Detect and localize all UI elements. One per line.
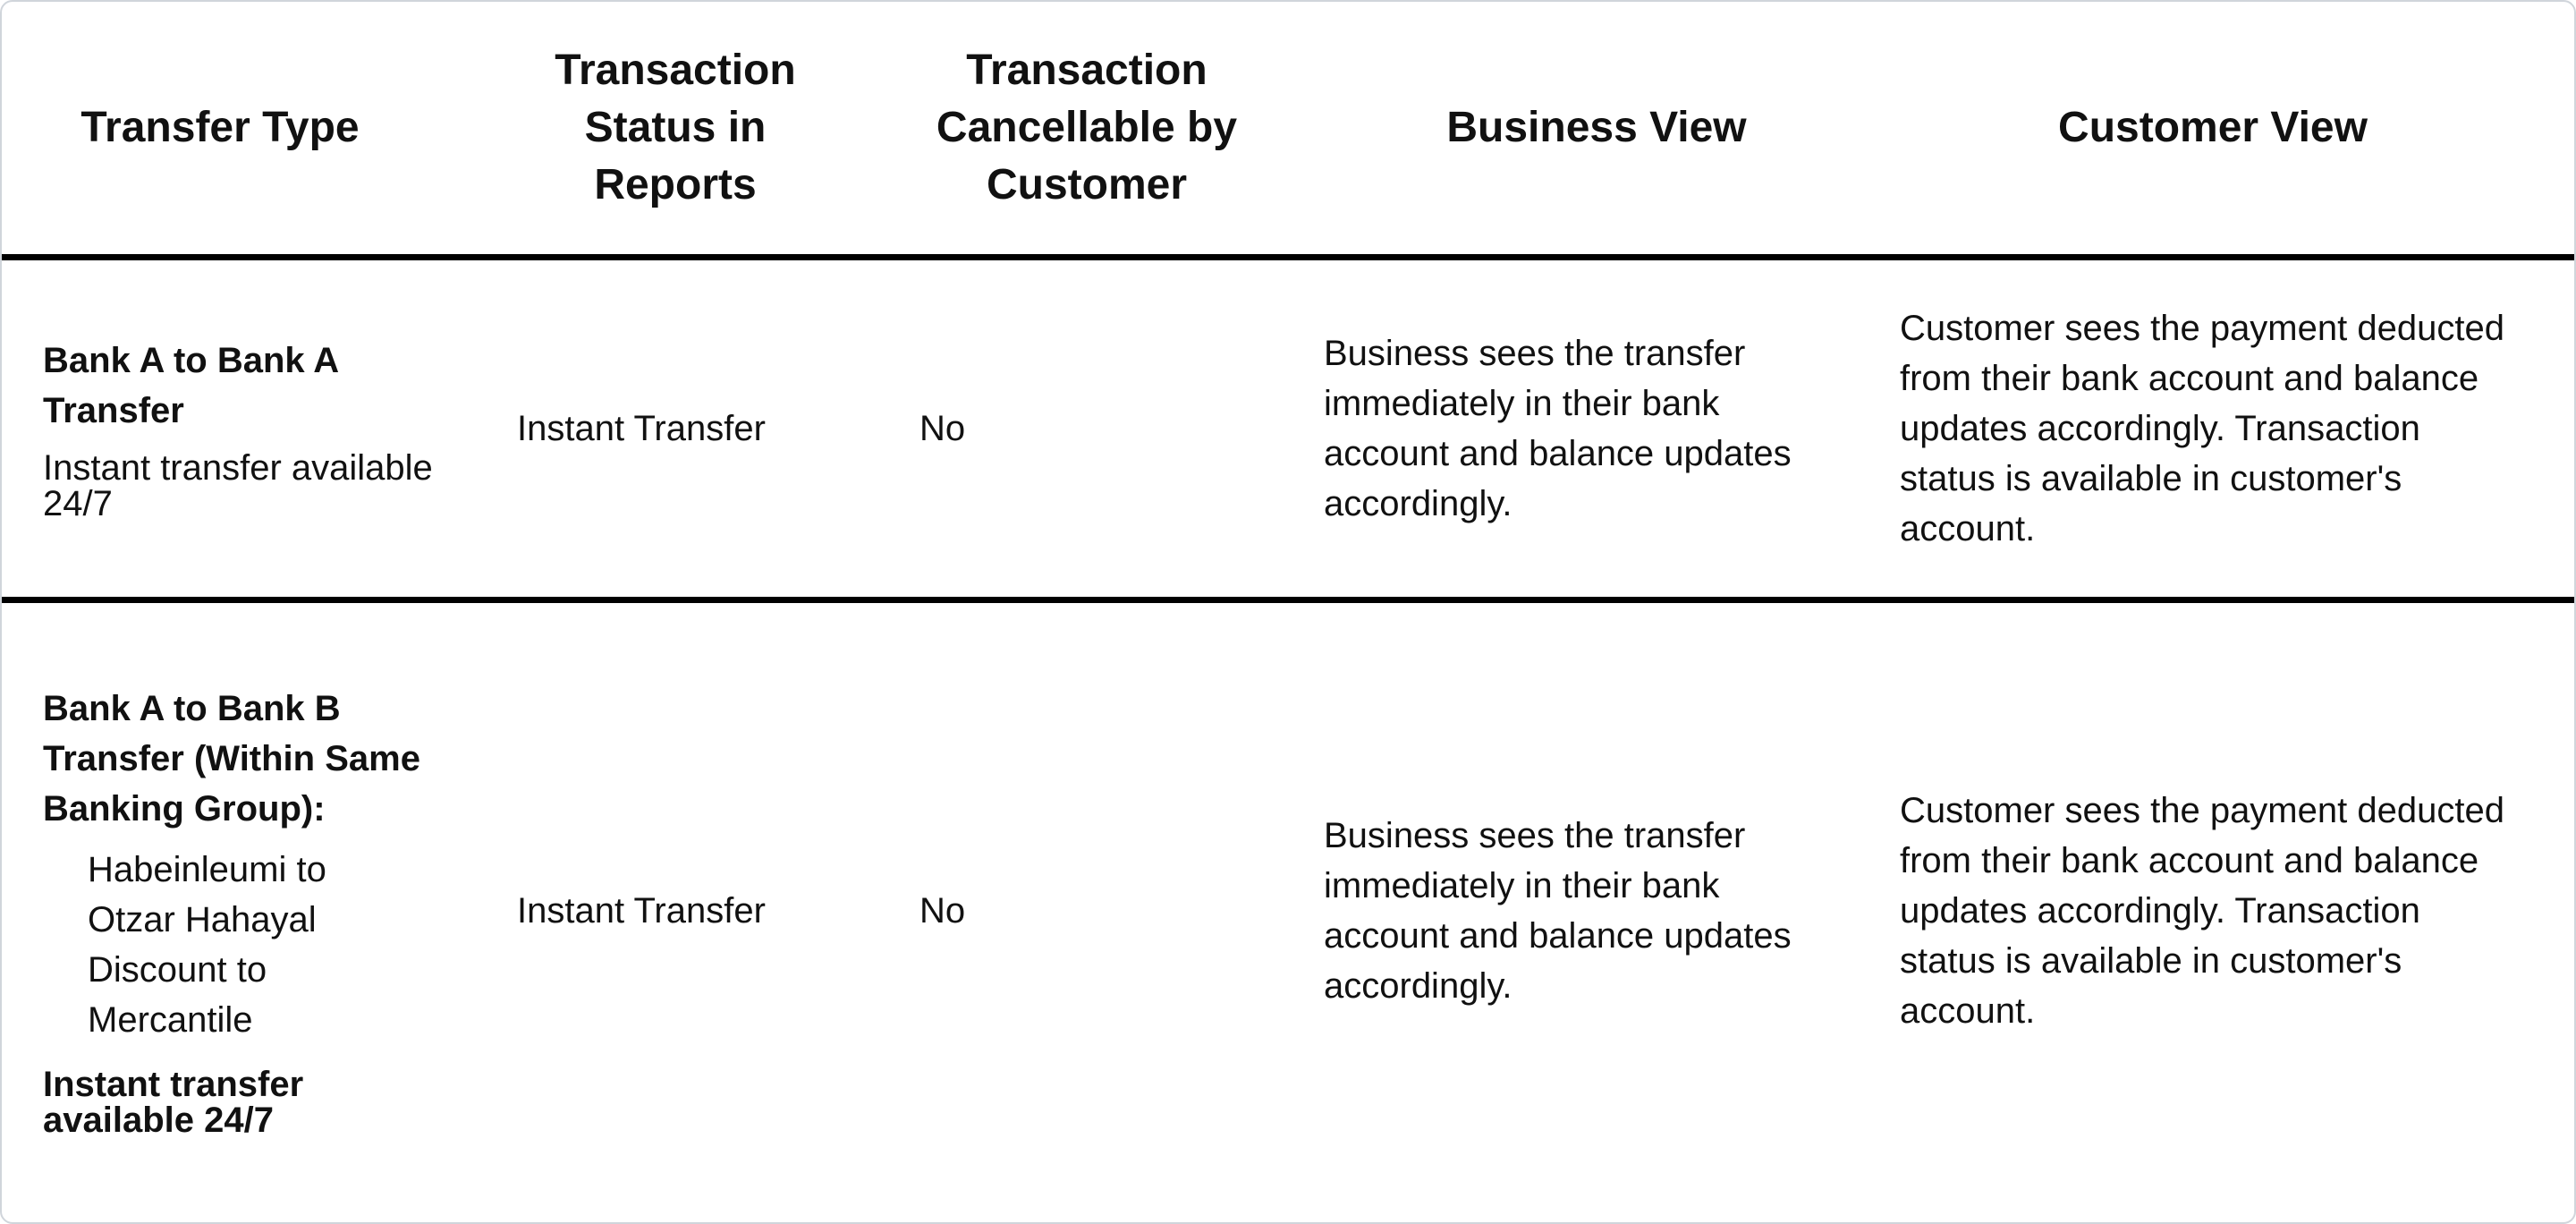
header-row <box>2 2 2574 258</box>
transfer-type-title: Bank A to Bank B Transfer (Within Same Banking Group): <box>43 689 420 829</box>
list-item: Habeinleumi to <box>88 850 326 889</box>
customer-view-cell: Customer sees the payment deducted from their bank account and balance updates accordingly. Transaction status is available in customer's account. <box>1887 258 2574 600</box>
list-item: Discount to <box>88 950 267 990</box>
transfer-type-note: Instant transfer available 24/7 <box>43 448 433 523</box>
transfer-comparison-table <box>2 2 2574 1219</box>
status-cell: Instant Transfer <box>517 891 766 931</box>
customer-view-cell: Customer sees the payment deducted from their bank account and balance updates accordingly. Transaction status is available in customer's account. <box>1900 791 2504 1031</box>
header-cancellable: Transaction Cancellable by Customer <box>877 2 1297 258</box>
transfer-type-note: Instant transfer available 24/7 <box>43 1065 304 1140</box>
header-customer-view: Customer View <box>1887 2 2574 258</box>
table-row <box>2 600 2574 1220</box>
table-body <box>2 258 2574 1220</box>
cancellable-cell: No <box>919 891 966 931</box>
transfer-type-title: Bank A to Bank A Transfer <box>43 341 338 430</box>
table-row <box>2 258 2574 600</box>
table-header <box>2 2 2574 258</box>
business-view-cell: Business sees the transfer immediately in their bank account and balance updates accordingly. <box>1297 258 1887 600</box>
header-business-view: Business View <box>1297 2 1887 258</box>
business-view-cell: Business sees the transfer immediately in their bank account and balance updates accordingly. <box>1324 816 1792 1006</box>
bank-list <box>43 845 456 1045</box>
header-transaction-status: Transaction Status in Reports <box>474 2 877 258</box>
transfer-type-cell <box>2 600 474 1220</box>
transfer-type-cell <box>2 258 474 600</box>
cancellable-cell: No <box>877 258 1297 600</box>
header-transfer-type: Transfer Type <box>2 2 474 258</box>
list-item: Otzar Hahayal <box>88 900 317 939</box>
status-cell: Instant Transfer <box>474 258 877 600</box>
list-item: Mercantile <box>88 1000 253 1040</box>
